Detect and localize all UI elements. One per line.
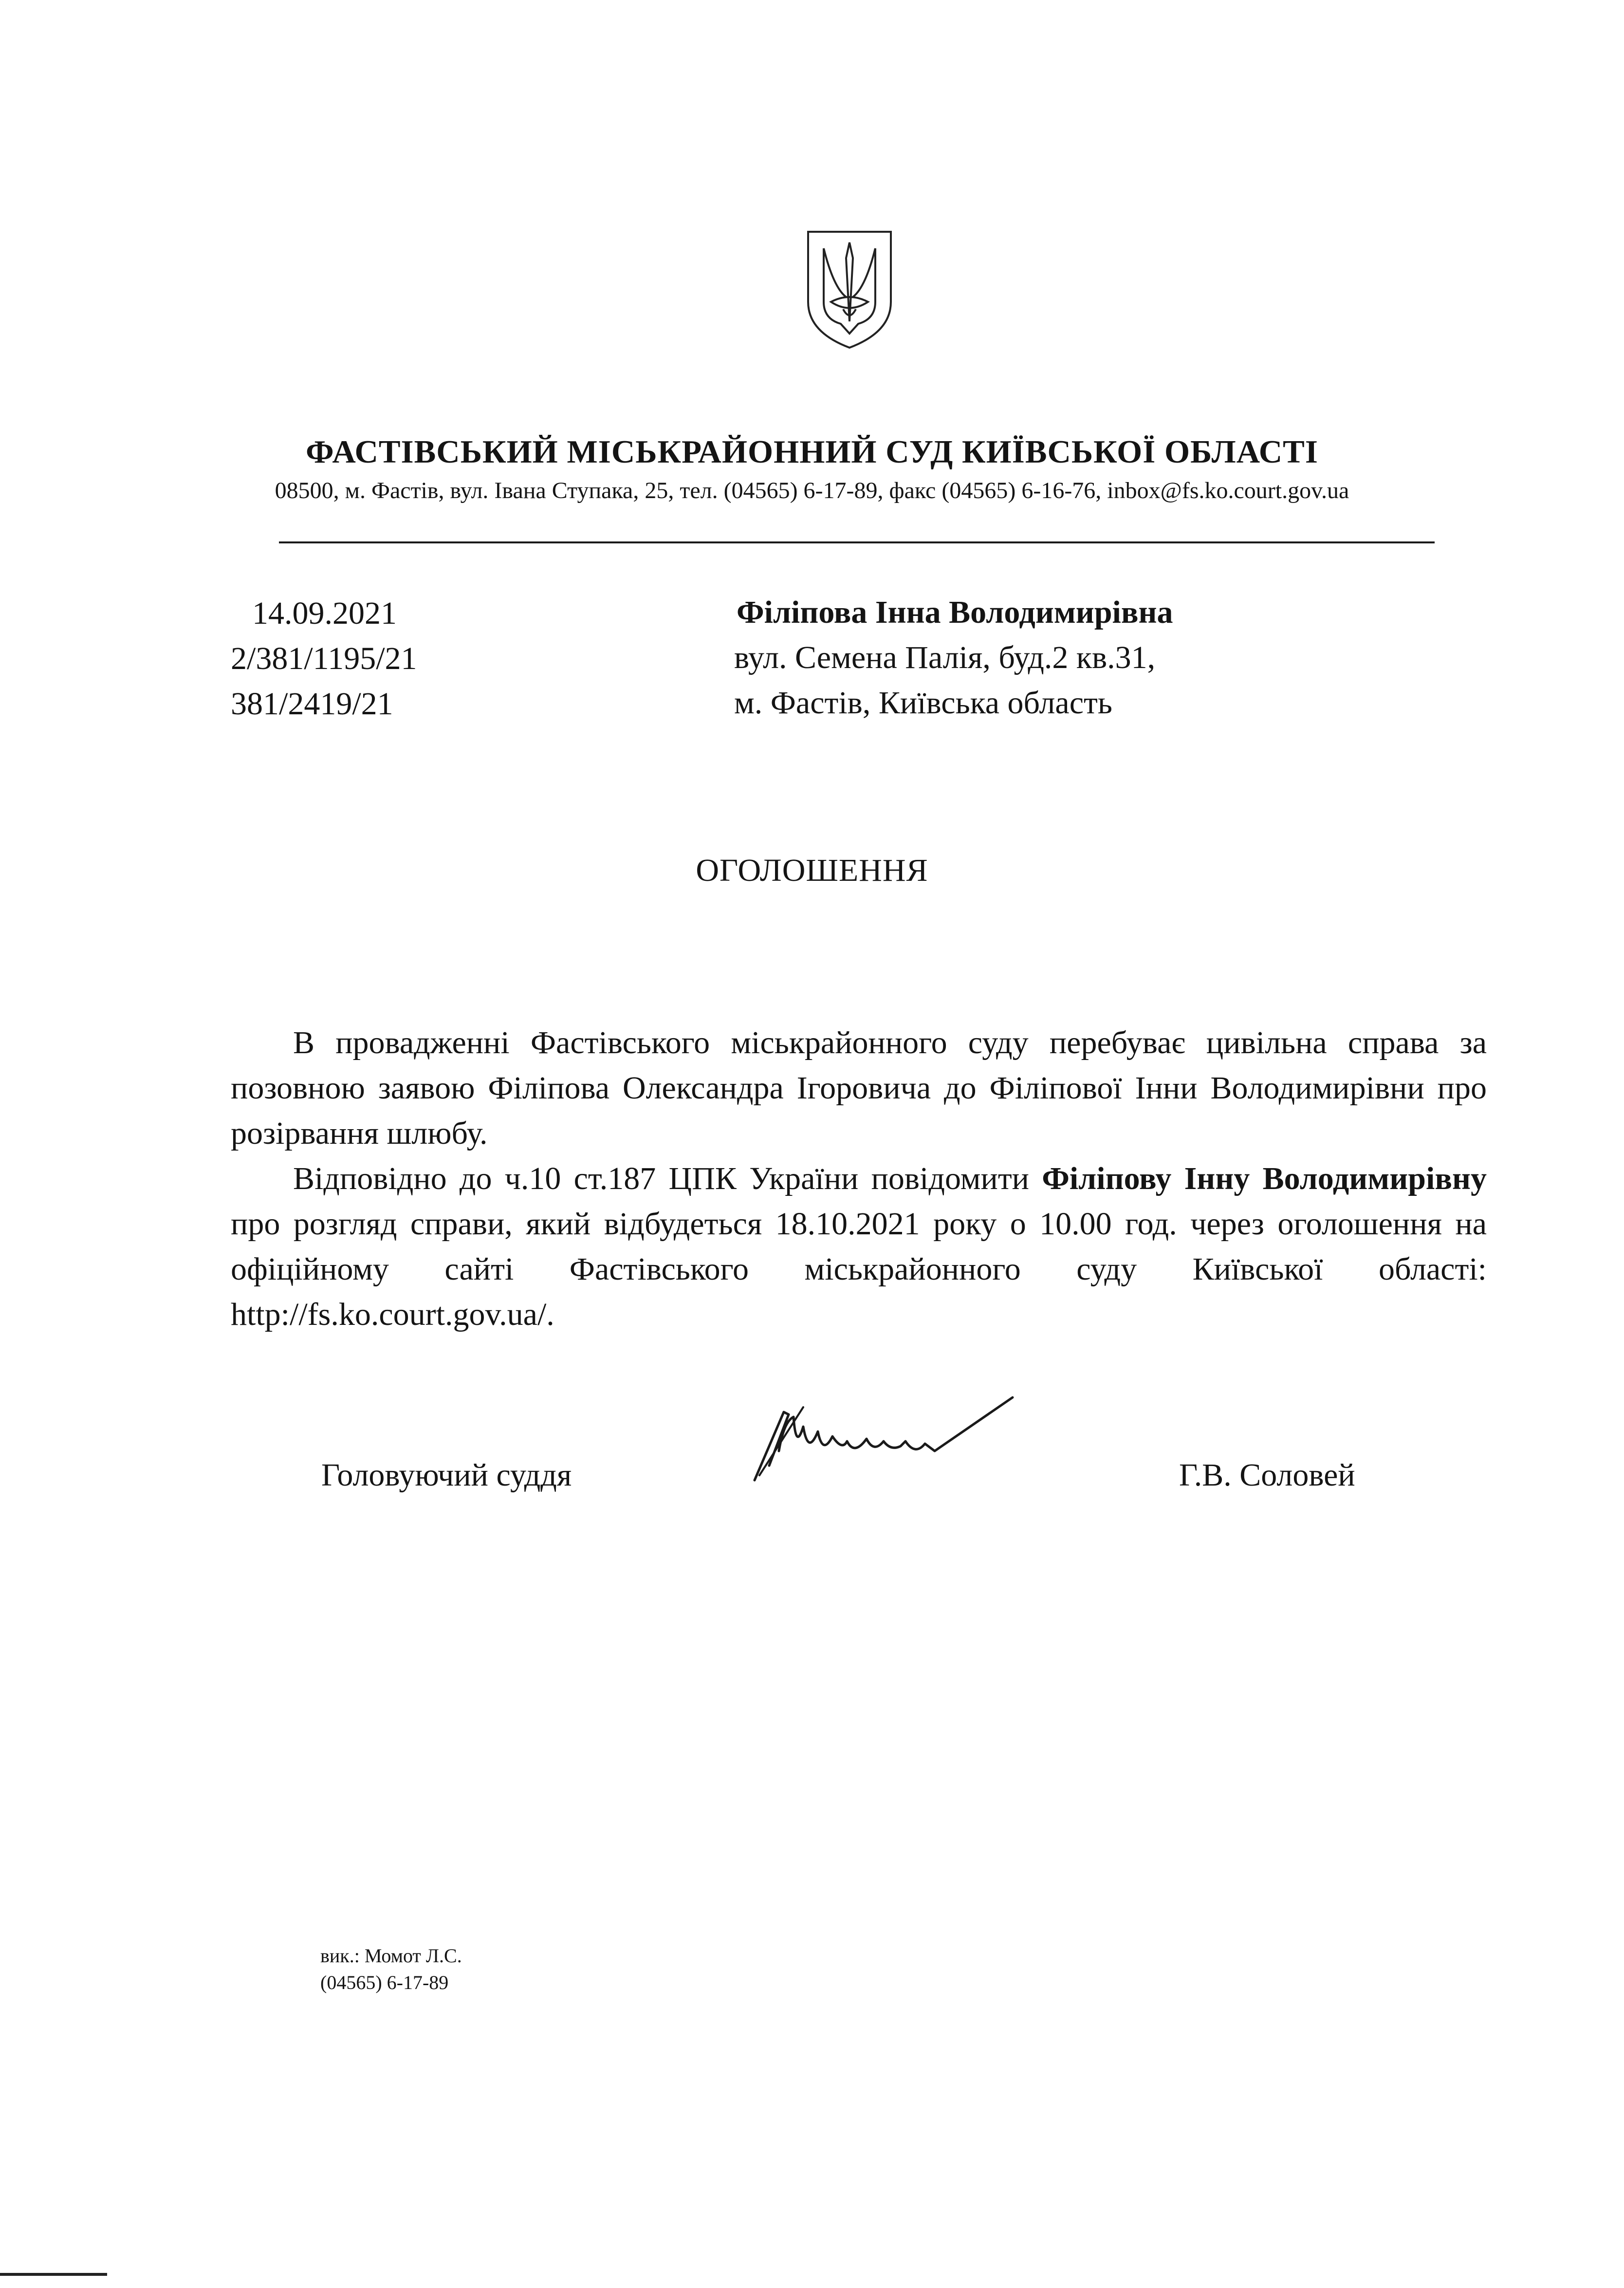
body-paragraph-1: В провадженні Фастівського міськрайонного суду перебуває цивільна справа за позовною заявою Філіпова Олександра Ігоровича до Філіпової Інни Володимирівни про розірвання шлюбу.	[231, 1025, 1487, 1151]
document-title: ОГОЛОШЕННЯ	[696, 853, 928, 888]
document-date: 14.09.2021	[252, 595, 397, 631]
handwritten-signature	[750, 1393, 1022, 1490]
header-divider	[279, 541, 1435, 543]
signer-name: Г.В. Соловей	[1179, 1457, 1355, 1493]
outgoing-number: 381/2419/21	[231, 686, 393, 722]
case-number: 2/381/1195/21	[231, 641, 417, 676]
recipient-street: вул. Семена Палія, буд.2 кв.31,	[734, 640, 1156, 675]
court-address: 08500, м. Фастів, вул. Івана Ступака, 25, тел. (04565) 6-17-89, факс (04565) 6-16-76, inbox@fs.ko.court.gov.ua	[275, 478, 1349, 503]
recipient-name: Філіпова Інна Володимирівна	[737, 595, 1173, 630]
paragraph-2-tail: про розгляд справи, який відбудеться 18.10.2021 року о 10.00 год. через оголошення на офіційному сайті Фастівського міськрайонного суду Київської області: http://fs.ko.court.gov.ua/.	[231, 1206, 1487, 1332]
body-paragraph-2	[231, 1156, 1487, 1337]
paragraph-2-lead: Відповідно до ч.10 ст.187 ЦПК України повідомити	[293, 1161, 1042, 1196]
notified-person: Філіпову Інну Володимирівну	[1042, 1161, 1487, 1196]
recipient-city: м. Фастів, Київська область	[734, 685, 1112, 721]
body-text	[231, 1020, 1487, 1337]
executor-name: вик.: Момот Л.С.	[320, 1945, 462, 1967]
signer-role: Головуючий суддя	[321, 1457, 572, 1493]
executor-phone: (04565) 6-17-89	[320, 1972, 449, 1993]
court-name: ФАСТІВСЬКИЙ МІСЬКРАЙОННИЙ СУД КИЇВСЬКОЇ ОБЛАСТІ	[306, 434, 1318, 470]
corner-mark	[0, 2273, 107, 2276]
trident-emblem-icon	[804, 229, 895, 351]
